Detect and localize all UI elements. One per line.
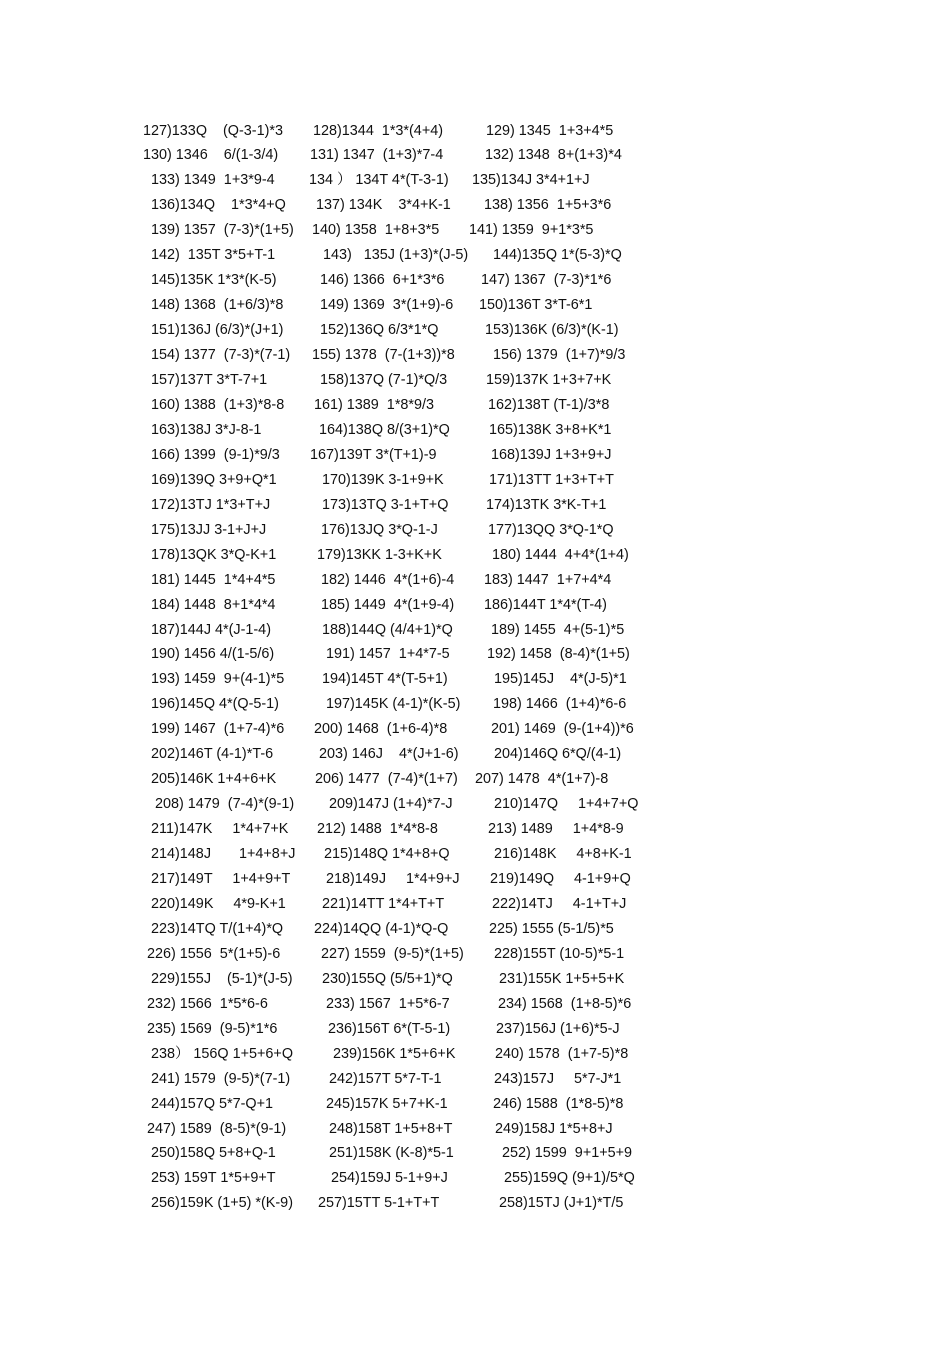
solution-entry: 142) 135T 3*5+T-1 bbox=[151, 247, 276, 264]
solution-entry: 253) 159T 1*5+9+T bbox=[151, 1170, 276, 1187]
solution-entry: 176)13JQ 3*Q-1-J bbox=[321, 521, 438, 538]
solution-entry: 181) 1445 1*4+4*5 bbox=[151, 571, 276, 588]
solution-entry: 160) 1388 (1+3)*8-8 bbox=[151, 396, 285, 413]
solution-entry: 151)136J (6/3)*(J+1) bbox=[151, 322, 284, 339]
solution-entry: 232) 1566 1*5*6-6 bbox=[147, 995, 268, 1012]
solution-entry: 156) 1379 (1+7)*9/3 bbox=[493, 347, 626, 364]
solution-entry: 128)1344 1*3*(4+4) bbox=[313, 122, 444, 139]
text-line bbox=[0, 692, 950, 717]
solution-entry: 212) 1488 1*4*8-8 bbox=[317, 821, 438, 838]
text-line bbox=[0, 1042, 950, 1067]
text-line bbox=[0, 368, 950, 393]
solution-entry: 186)144T 1*4*(T-4) bbox=[484, 596, 607, 613]
solution-entry: 129) 1345 1+3+4*5 bbox=[486, 122, 614, 139]
text-line bbox=[0, 1117, 950, 1142]
solution-entry: 161) 1389 1*8*9/3 bbox=[314, 396, 435, 413]
solution-entry: 217)149T 1+4+9+T bbox=[151, 871, 291, 887]
text-line bbox=[0, 667, 950, 692]
text-line bbox=[0, 842, 950, 867]
text-line bbox=[0, 867, 950, 892]
text-line bbox=[0, 468, 950, 493]
text-line bbox=[0, 218, 950, 243]
solution-entry: 240) 1578 (1+7-5)*8 bbox=[495, 1045, 629, 1062]
text-line bbox=[0, 892, 950, 917]
text-line bbox=[0, 168, 950, 193]
solution-entry: 159)137K 1+3+7+K bbox=[486, 372, 612, 388]
solution-entry: 157)137T 3*T-7+1 bbox=[151, 372, 268, 388]
solution-entry: 133) 1349 1+3*9-4 bbox=[151, 172, 275, 189]
solution-entry: 171)13TT 1+3+T+T bbox=[489, 471, 614, 488]
text-line bbox=[0, 518, 950, 543]
solution-entry: 173)13TQ 3-1+T+Q bbox=[322, 496, 449, 513]
solution-entry: 252) 1599 9+1+5+9 bbox=[502, 1145, 633, 1162]
solution-entry: 164)138Q 8/(3+1)*Q bbox=[319, 421, 450, 438]
text-line bbox=[0, 293, 950, 318]
solution-entry: 183) 1447 1+7+4*4 bbox=[484, 571, 612, 588]
solution-entry: 238） 156Q 1+5+6+Q bbox=[151, 1045, 294, 1062]
solution-entry: 209)147J (1+4)*7-J bbox=[329, 796, 453, 813]
solution-entry: 236)156T 6*(T-5-1) bbox=[328, 1020, 451, 1037]
solution-entry: 143) 135J (1+3)*(J-5) bbox=[323, 247, 469, 264]
solution-entry: 144)135Q 1*(5-3)*Q bbox=[493, 247, 622, 264]
solution-entry: 136)134Q 1*3*4+Q bbox=[151, 197, 286, 214]
solution-entry: 194)145T 4*(T-5+1) bbox=[322, 671, 448, 688]
solution-entry: 256)159K (1+5) *(K-9) bbox=[151, 1195, 293, 1212]
solution-entry: 211)147K 1*4+7+K bbox=[151, 821, 289, 838]
solution-entry: 201) 1469 (9-(1+4))*6 bbox=[491, 721, 634, 738]
solution-entry: 163)138J 3*J-8-1 bbox=[151, 421, 262, 438]
solution-entry: 206) 1477 (7-4)*(1+7) bbox=[315, 771, 458, 788]
solution-entry: 138) 1356 1+5+3*6 bbox=[484, 197, 612, 214]
text-line bbox=[0, 343, 950, 368]
solution-entry: 135)134J 3*4+1+J bbox=[472, 172, 590, 189]
solution-entry: 245)157K 5+7+K-1 bbox=[326, 1095, 448, 1112]
solution-entry: 255)159Q (9+1)/5*Q bbox=[504, 1170, 635, 1187]
text-line bbox=[0, 717, 950, 742]
solution-entry: 204)146Q 6*Q/(4-1) bbox=[494, 746, 622, 763]
solution-entry: 244)157Q 5*7-Q+1 bbox=[151, 1095, 274, 1112]
solution-entry: 167)139T 3*(T+1)-9 bbox=[310, 446, 437, 463]
solution-entry: 237)156J (1+6)*5-J bbox=[496, 1020, 620, 1037]
solution-entry: 180) 1444 4+4*(1+4) bbox=[492, 546, 629, 563]
solution-entry: 166) 1399 (9-1)*9/3 bbox=[151, 446, 280, 463]
solution-entry: 178)13QK 3*Q-K+1 bbox=[151, 546, 277, 563]
text-line bbox=[0, 992, 950, 1017]
solution-entry: 168)139J 1+3+9+J bbox=[491, 446, 612, 463]
solution-entry: 174)13TK 3*K-T+1 bbox=[486, 496, 607, 513]
solution-entry: 214)148J 1+4+8+J bbox=[151, 846, 296, 863]
solution-entry: 196)145Q 4*(Q-5-1) bbox=[151, 696, 279, 713]
text-line bbox=[0, 443, 950, 468]
text-line bbox=[0, 742, 950, 767]
solution-entry: 226) 1556 5*(1+5)-6 bbox=[147, 945, 281, 962]
text-line bbox=[0, 119, 950, 144]
solution-entry: 146) 1366 6+1*3*6 bbox=[320, 272, 445, 289]
solution-entry: 190) 1456 4/(1-5/6) bbox=[151, 646, 275, 663]
solution-entry: 132) 1348 8+(1+3)*4 bbox=[485, 147, 622, 164]
solution-entry: 208) 1479 (7-4)*(9-1) bbox=[155, 796, 295, 813]
solution-entry: 195)145J 4*(J-5)*1 bbox=[494, 671, 627, 688]
solution-entry: 220)149K 4*9-K+1 bbox=[151, 895, 286, 912]
solution-entry: 250)158Q 5+8+Q-1 bbox=[151, 1145, 276, 1162]
text-line bbox=[0, 817, 950, 842]
solution-entry: 172)13TJ 1*3+T+J bbox=[151, 496, 271, 513]
solution-entry: 218)149J 1*4+9+J bbox=[326, 871, 460, 887]
solution-entry: 202)146T (4-1)*T-6 bbox=[151, 746, 274, 763]
solution-entry: 145)135K 1*3*(K-5) bbox=[151, 272, 277, 289]
solution-entry: 165)138K 3+8+K*1 bbox=[489, 421, 612, 438]
solution-entry: 203) 146J 4*(J+1-6) bbox=[319, 746, 459, 763]
solution-entry: 158)137Q (7-1)*Q/3 bbox=[320, 372, 448, 388]
solution-entry: 192) 1458 (8-4)*(1+5) bbox=[487, 646, 630, 663]
solution-entry: 258)15TJ (J+1)*T/5 bbox=[499, 1195, 624, 1212]
solution-entry: 207) 1478 4*(1+7)-8 bbox=[475, 771, 609, 788]
solution-entry: 227) 1559 (9-5)*(1+5) bbox=[321, 945, 464, 962]
solution-entry: 239)156K 1*5+6+K bbox=[333, 1045, 456, 1062]
solution-entry: 189) 1455 4+(5-1)*5 bbox=[491, 621, 625, 638]
text-line bbox=[0, 493, 950, 518]
solution-entry: 200) 1468 (1+6-4)*8 bbox=[314, 721, 448, 738]
solution-entry: 179)13KK 1-3+K+K bbox=[317, 546, 442, 563]
solution-entry: 170)139K 3-1+9+K bbox=[322, 471, 444, 488]
solution-entry: 153)136K (6/3)*(K-1) bbox=[485, 322, 619, 339]
solution-entry: 149) 1369 3*(1+9)-6 bbox=[320, 297, 454, 314]
solution-entry: 215)148Q 1*4+8+Q bbox=[324, 846, 450, 863]
text-line bbox=[0, 193, 950, 218]
solution-entry: 139) 1357 (7-3)*(1+5) bbox=[151, 222, 294, 239]
solution-entry: 198) 1466 (1+4)*6-6 bbox=[493, 696, 627, 713]
solution-entry: 150)136T 3*T-6*1 bbox=[479, 297, 593, 314]
solution-entry: 247) 1589 (8-5)*(9-1) bbox=[147, 1120, 287, 1137]
solution-entry: 254)159J 5-1+9+J bbox=[331, 1170, 448, 1187]
solution-entry: 231)155K 1+5+5+K bbox=[499, 970, 625, 987]
solution-entry: 235) 1569 (9-5)*1*6 bbox=[147, 1020, 278, 1037]
text-line bbox=[0, 942, 950, 967]
solution-entry: 127)133Q (Q-3-1)*3 bbox=[143, 122, 283, 139]
solution-entry: 191) 1457 1+4*7-5 bbox=[326, 646, 450, 663]
text-line bbox=[0, 418, 950, 443]
text-line bbox=[0, 767, 950, 792]
solution-entry: 216)148K 4+8+K-1 bbox=[494, 846, 632, 863]
solution-entry: 193) 1459 9+(4-1)*5 bbox=[151, 671, 285, 688]
solution-entry: 229)155J (5-1)*(J-5) bbox=[151, 970, 293, 987]
solution-entry: 188)144Q (4/4+1)*Q bbox=[322, 621, 453, 638]
solution-entry: 205)146K 1+4+6+K bbox=[151, 771, 277, 788]
solution-entry: 242)157T 5*7-T-1 bbox=[329, 1070, 442, 1087]
text-line bbox=[0, 1017, 950, 1042]
solution-entry: 243)157J 5*7-J*1 bbox=[494, 1070, 622, 1087]
text-line bbox=[0, 618, 950, 643]
text-line bbox=[0, 318, 950, 343]
solution-entry: 184) 1448 8+1*4*4 bbox=[151, 596, 276, 613]
text-line bbox=[0, 642, 950, 667]
solution-entry: 131) 1347 (1+3)*7-4 bbox=[310, 147, 444, 164]
solution-entry: 169)139Q 3+9+Q*1 bbox=[151, 471, 277, 488]
solution-entry: 223)14TQ T/(1+4)*Q bbox=[151, 920, 284, 937]
solution-entry: 162)138T (T-1)/3*8 bbox=[488, 396, 610, 413]
solution-entry: 134 ） 134T 4*(T-3-1) bbox=[309, 172, 449, 189]
solution-entry: 197)145K (4-1)*(K-5) bbox=[326, 696, 461, 713]
text-line bbox=[0, 967, 950, 992]
solution-entry: 155) 1378 (7-(1+3))*8 bbox=[312, 347, 455, 364]
solution-entry: 140) 1358 1+8+3*5 bbox=[312, 222, 440, 239]
solution-entry: 234) 1568 (1+8-5)*6 bbox=[498, 995, 632, 1012]
text-line bbox=[0, 792, 950, 817]
solution-entry: 249)158J 1*5+8+J bbox=[495, 1120, 613, 1137]
solution-entry: 233) 1567 1+5*6-7 bbox=[326, 995, 450, 1012]
text-line bbox=[0, 1141, 950, 1166]
solution-entry: 182) 1446 4*(1+6)-4 bbox=[321, 571, 455, 588]
solution-entry: 137) 134K 3*4+K-1 bbox=[316, 197, 451, 214]
solution-entry: 177)13QQ 3*Q-1*Q bbox=[488, 521, 614, 538]
text-line bbox=[0, 243, 950, 268]
solution-entry: 248)158T 1+5+8+T bbox=[329, 1120, 453, 1137]
text-line bbox=[0, 543, 950, 568]
solution-entry: 221)14TT 1*4+T+T bbox=[322, 895, 445, 912]
solution-entry: 185) 1449 4*(1+9-4) bbox=[321, 596, 455, 613]
text-line bbox=[0, 568, 950, 593]
text-line bbox=[0, 1166, 950, 1191]
solution-entry: 257)15TT 5-1+T+T bbox=[318, 1195, 440, 1212]
solution-entry: 251)158K (K-8)*5-1 bbox=[329, 1145, 454, 1162]
solution-entry: 210)147Q 1+4+7+Q bbox=[494, 796, 639, 813]
text-line bbox=[0, 1067, 950, 1092]
text-line bbox=[0, 593, 950, 618]
text-line bbox=[0, 1092, 950, 1117]
solution-entry: 130) 1346 6/(1-3/4) bbox=[143, 147, 279, 164]
solution-entry: 213) 1489 1+4*8-9 bbox=[488, 821, 624, 838]
text-line bbox=[0, 917, 950, 942]
solution-entry: 230)155Q (5/5+1)*Q bbox=[322, 970, 453, 987]
text-line bbox=[0, 393, 950, 418]
solution-entry: 219)149Q 4-1+9+Q bbox=[490, 871, 631, 887]
solution-entry: 147) 1367 (7-3)*1*6 bbox=[481, 272, 612, 289]
solution-entry: 148) 1368 (1+6/3)*8 bbox=[151, 297, 284, 314]
solution-entry: 246) 1588 (1*8-5)*8 bbox=[493, 1095, 624, 1112]
text-line bbox=[0, 1191, 950, 1216]
text-line bbox=[0, 143, 950, 168]
solution-entry: 175)13JJ 3-1+J+J bbox=[151, 521, 267, 538]
solution-entry: 187)144J 4*(J-1-4) bbox=[151, 621, 271, 638]
solution-entry: 222)14TJ 4-1+T+J bbox=[492, 895, 627, 912]
text-line bbox=[0, 268, 950, 293]
solution-entry: 228)155T (10-5)*5-1 bbox=[494, 945, 625, 962]
solution-entry: 224)14QQ (4-1)*Q-Q bbox=[314, 920, 449, 937]
solution-entry: 199) 1467 (1+7-4)*6 bbox=[151, 721, 285, 738]
solution-entry: 225) 1555 (5-1/5)*5 bbox=[489, 920, 614, 937]
solution-entry: 154) 1377 (7-3)*(7-1) bbox=[151, 347, 291, 364]
solution-entry: 241) 1579 (9-5)*(7-1) bbox=[151, 1070, 291, 1087]
solution-entry: 152)136Q 6/3*1*Q bbox=[320, 322, 439, 339]
solution-entry: 141) 1359 9+1*3*5 bbox=[469, 222, 594, 239]
